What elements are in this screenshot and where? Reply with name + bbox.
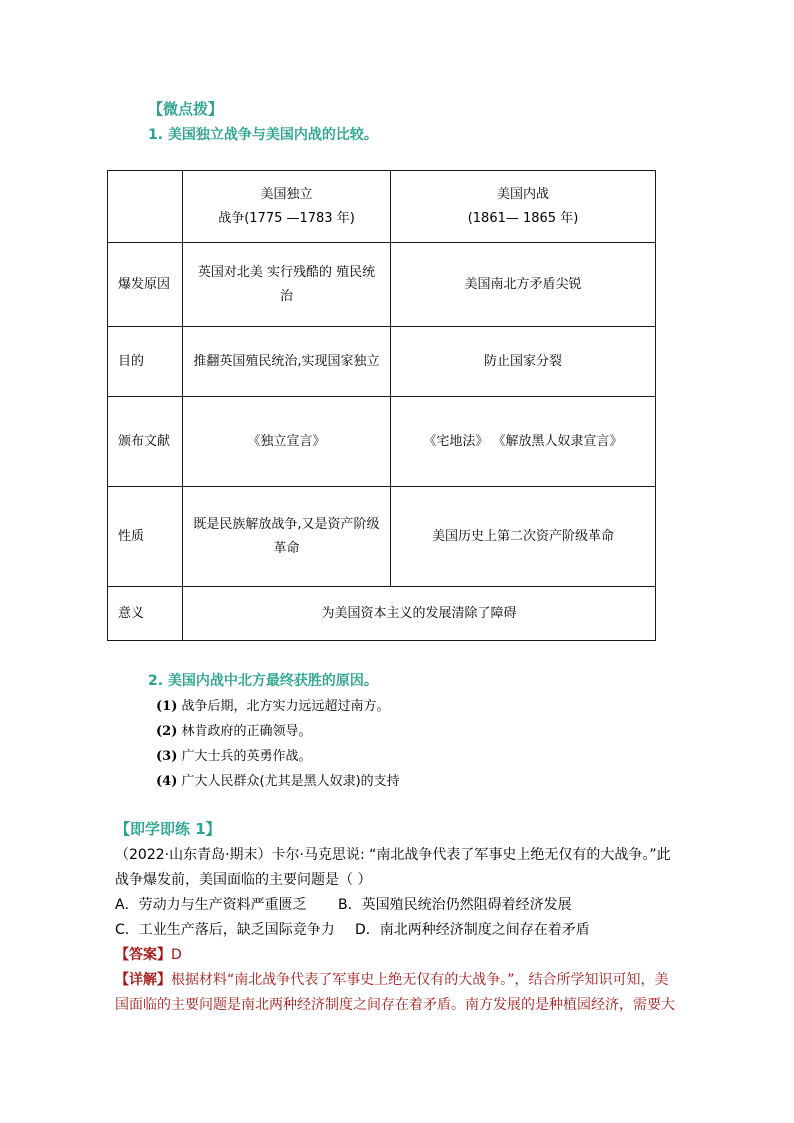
detail-text: 根据材料“南北战争代表了军事史上绝无仅有的大战争。”，结合所学知识可知，美 (171, 972, 669, 988)
table-row (108, 171, 656, 243)
answer-label: 【答案】 (115, 947, 171, 963)
answer-value: D (171, 947, 182, 963)
cell-line: 既是民族解放战争,又是资产阶级 (193, 516, 380, 532)
detail-label: 【详解】 (115, 972, 171, 988)
question-line: 战争爆发前，美国面临的主要问题是（ ） (115, 872, 372, 888)
option-d: D．南北两种经济制度之间存在着矛盾 (355, 922, 590, 938)
option-a: A．劳动力与生产资料严重匮乏 (115, 897, 307, 913)
table-cell: 防止国家分裂 (391, 327, 656, 397)
list-text: 广大人民群众(尤其是黑人奴隶)的支持 (181, 774, 400, 789)
comparison-table (107, 170, 656, 641)
list-text: 广大士兵的英勇作战。 (181, 749, 312, 764)
table-cell: 推翻英国殖民统治,实现国家独立 (183, 327, 391, 397)
list-item (156, 720, 312, 739)
cell-line: 革命 (273, 540, 300, 556)
header-war2-line1: 美国内战 (496, 186, 549, 202)
row-label: 性质 (108, 487, 183, 587)
row-label: 爆发原因 (108, 243, 183, 327)
list-number: (4) (156, 774, 178, 789)
list-item (156, 770, 400, 789)
option-c: C．工业生产落后，缺乏国际竞争力 (115, 922, 335, 938)
table-cell (183, 487, 391, 587)
header-war1-line2: 战争(1775 —1783 年) (218, 210, 355, 226)
table-row (108, 487, 656, 587)
table-cell: 美国历史上第二次资产阶级革命 (391, 487, 656, 587)
row-label: 目的 (108, 327, 183, 397)
table-row (108, 327, 656, 397)
table-cell: 《宅地法》 《解放黑人奴隶宣言》 (391, 397, 656, 487)
list-text: 战争后期，北方实力远远超过南方。 (181, 699, 390, 714)
detail-line: 国面临的主要问题是南北两种经济制度之间存在着矛盾。南方发展的是种植园经济，需要大 (115, 997, 675, 1013)
section-title: 【微点拨】 (148, 100, 224, 118)
detail-line (115, 969, 669, 989)
question-line: （2022·山东青岛·期末）卡尔·马克思说: “南北战争代表了军事史上绝无仅有的大战争。”此 (115, 847, 671, 863)
row-label: 意义 (108, 587, 183, 641)
table-cell: 美国南北方矛盾尖锐 (391, 243, 656, 327)
list-number: (2) (156, 724, 178, 739)
subtitle-reasons: 2. 美国内战中北方最终获胜的原因。 (148, 673, 378, 689)
header-war2 (391, 171, 656, 243)
subtitle-comparison: 1. 美国独立战争与美国内战的比较。 (148, 127, 378, 143)
list-number: (1) (156, 699, 178, 714)
table-row (108, 243, 656, 327)
cell-line: 治 (279, 288, 293, 304)
header-war1 (183, 171, 391, 243)
table-row (108, 587, 656, 641)
list-item (156, 745, 312, 764)
cell-line: 英国对北美 实行残酷的 殖民统 (197, 264, 376, 280)
table-corner-cell (108, 171, 183, 243)
table-row (108, 397, 656, 487)
option-b: B．英国殖民统治仍然阻碍着经济发展 (338, 897, 572, 913)
list-number: (3) (156, 749, 178, 764)
exercise-title: 【即学即练 1】 (115, 820, 221, 838)
answer (115, 944, 182, 964)
table-cell: 《独立宣言》 (183, 397, 391, 487)
table-cell-merged: 为美国资本主义的发展清除了障碍 (183, 587, 656, 641)
table-cell (183, 243, 391, 327)
row-label: 颁布文献 (108, 397, 183, 487)
list-item (156, 695, 390, 714)
header-war2-line2: (1861— 1865 年) (467, 210, 579, 226)
header-war1-line1: 美国独立 (260, 186, 313, 202)
list-text: 林肯政府的正确领导。 (181, 724, 312, 739)
